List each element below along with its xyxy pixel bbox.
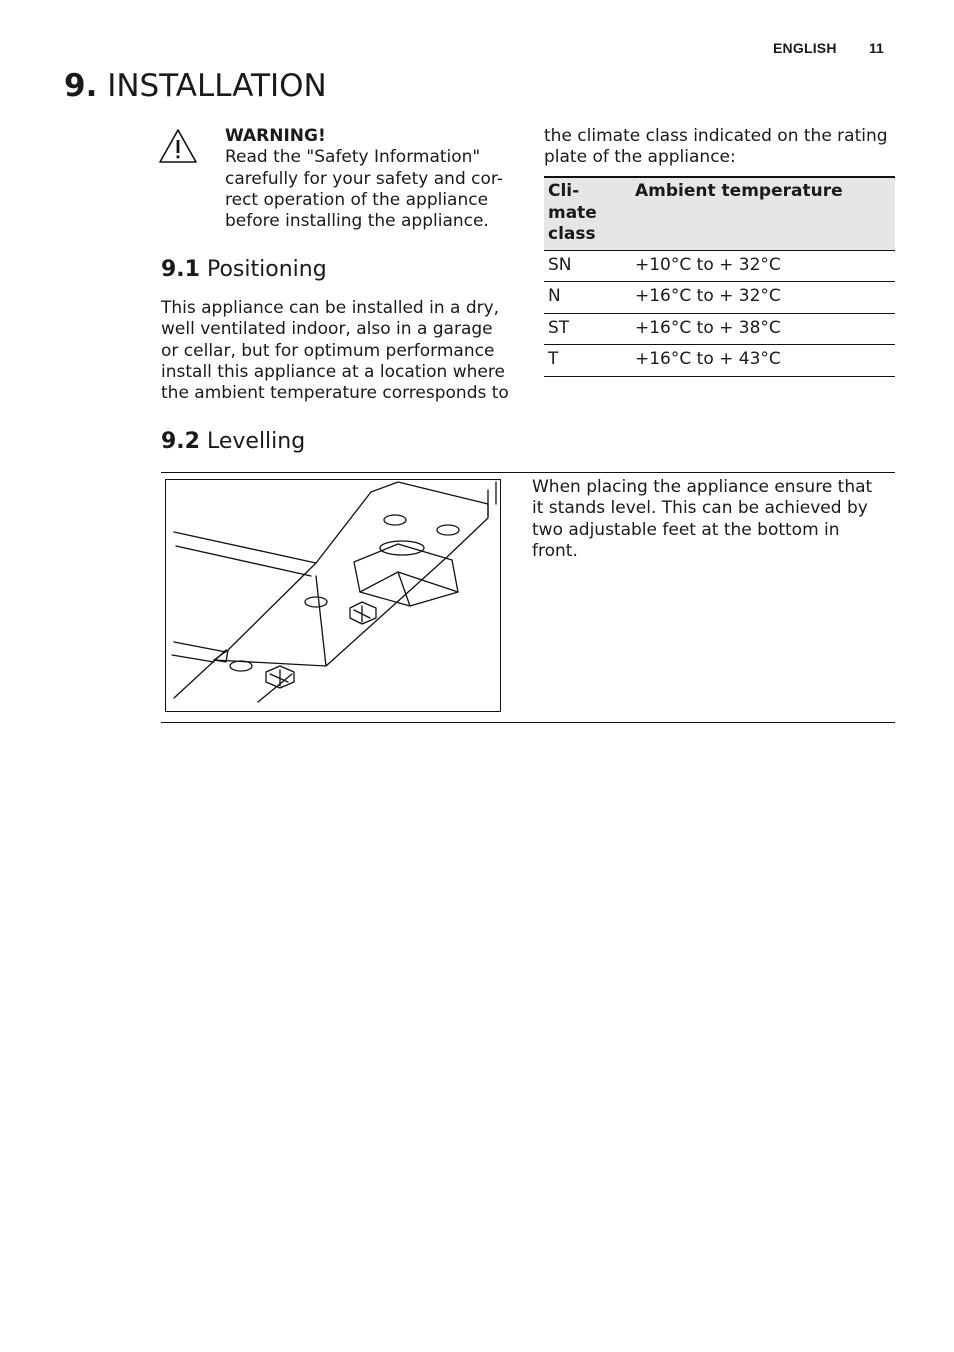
section-heading-positioning bbox=[161, 257, 327, 282]
header-ambient-temperature: Ambient temperature bbox=[631, 177, 895, 250]
climate-class-cell: SN bbox=[544, 250, 631, 282]
table-row bbox=[544, 345, 895, 377]
header-line: Cli- bbox=[548, 181, 580, 201]
section-heading-levelling bbox=[161, 429, 305, 454]
chapter-title-text: INSTALLATION bbox=[107, 68, 327, 104]
text-line: front. bbox=[532, 540, 578, 561]
climate-class-table bbox=[544, 176, 895, 377]
temperature-range-cell: +10°C to + 32°C bbox=[631, 250, 895, 282]
climate-class-cell: T bbox=[544, 345, 631, 377]
warning-line: rect operation of the appliance bbox=[225, 189, 489, 210]
levelling-paragraph bbox=[532, 477, 882, 562]
climate-class-cell: ST bbox=[544, 313, 631, 345]
text-line: the climate class indicated on the rating bbox=[544, 126, 888, 146]
text-line: it stands level. This can be achieved by bbox=[532, 498, 868, 519]
positioning-paragraph bbox=[161, 298, 521, 404]
table-row bbox=[544, 282, 895, 314]
section-number: 9.1 bbox=[161, 257, 200, 282]
text-line: This appliance can be installed in a dry, bbox=[161, 298, 500, 318]
table-row bbox=[544, 313, 895, 345]
text-line: plate of the appliance: bbox=[544, 147, 736, 168]
warning-line: carefully for your safety and cor- bbox=[225, 168, 503, 189]
header-line: class bbox=[548, 224, 596, 244]
warning-title: WARNING! bbox=[225, 126, 326, 146]
climate-class-cell: N bbox=[544, 282, 631, 314]
chapter-title bbox=[64, 68, 327, 104]
table-row bbox=[544, 250, 895, 282]
header-line: mate bbox=[548, 202, 597, 223]
temperature-range-cell: +16°C to + 32°C bbox=[631, 282, 895, 314]
table-header-row bbox=[544, 177, 895, 250]
section-bottom-rule bbox=[161, 722, 895, 723]
warning-block bbox=[225, 126, 515, 232]
positioning-paragraph-continued bbox=[544, 126, 894, 169]
temperature-range-cell: +16°C to + 38°C bbox=[631, 313, 895, 345]
section-title: Positioning bbox=[206, 257, 327, 282]
page-number: 11 bbox=[869, 40, 884, 56]
temperature-range-cell: +16°C to + 43°C bbox=[631, 345, 895, 377]
adjustable-foot-illustration bbox=[165, 479, 501, 712]
section-top-rule bbox=[161, 472, 895, 473]
section-number: 9.2 bbox=[161, 429, 200, 454]
text-line: two adjustable feet at the bottom in bbox=[532, 519, 840, 540]
text-line: the ambient temperature corresponds to bbox=[161, 383, 509, 404]
text-line: install this appliance at a location where bbox=[161, 361, 505, 382]
warning-line: before installing the appliance. bbox=[225, 211, 489, 232]
header-language: ENGLISH bbox=[773, 40, 837, 56]
header-climate-class bbox=[544, 177, 631, 250]
warning-line: Read the "Safety Information" bbox=[225, 147, 481, 168]
section-title: Levelling bbox=[206, 429, 306, 454]
text-line: or cellar, but for optimum performance bbox=[161, 340, 495, 361]
text-line: well ventilated indoor, also in a garage bbox=[161, 319, 493, 340]
text-line: When placing the appliance ensure that bbox=[532, 477, 873, 497]
warning-triangle-icon bbox=[158, 128, 198, 164]
chapter-number: 9. bbox=[64, 68, 98, 104]
